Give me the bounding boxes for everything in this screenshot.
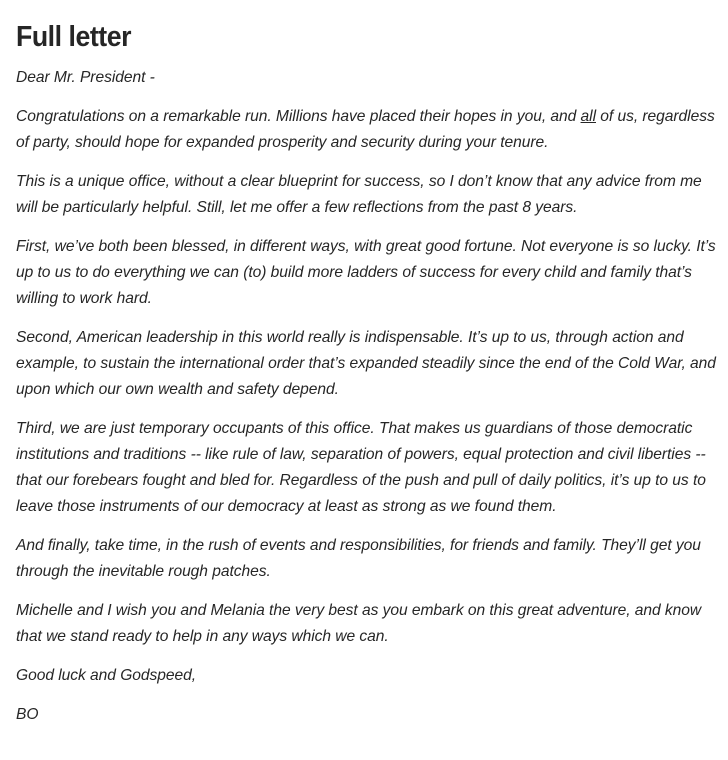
letter-paragraph-2: This is a unique office, without a clear blueprint for success, so I don’t know that any advice from me will be particularly helpful. Still, let me offer a few reflections from the past 8 years. [16, 173, 702, 216]
letter-paragraph-7: Michelle and I wish you and Melania the very best as you embark on this great adventure, and know that we stand ready to help in any ways which we can. [16, 602, 702, 645]
letter-closing: Good luck and Godspeed, [16, 667, 197, 684]
letter-signature: BO [16, 706, 39, 723]
paragraph-1-emphasis: all [580, 108, 596, 125]
letter-body [16, 65, 720, 728]
letter-paragraph-6: And finally, take time, in the rush of events and responsibilities, for friends and family. They’ll get you through the inevitable rough patches. [16, 537, 701, 580]
paragraph-1-text-start: Congratulations on a remarkable run. Millions have placed their hopes in you, and [16, 108, 581, 125]
letter-paragraph-1 [16, 104, 720, 156]
letter-paragraph-5: Third, we are just temporary occupants of this office. That makes us guardians of those democratic institutions and traditions -- like rule of law, separation of powers, equal protection and civil liberties -- that our forebears fought and bled for. Regardless of the push and pull of daily politics, it’s up to us to leave those instruments of our democracy at least as strong as we found them. [16, 420, 706, 515]
page-title: Full letter [16, 21, 132, 53]
letter-salutation: Dear Mr. President - [16, 69, 155, 86]
letter-paragraph-4: Second, American leadership in this world really is indispensable. It’s up to us, through action and example, to sustain the international order that’s expanded steadily since the end of the Cold War, and upon which our own wealth and safety depend. [16, 329, 716, 398]
paragraph-1-text-end: of us, regardless of party, should hope for expanded prosperity and security during your tenure. [16, 108, 715, 151]
letter-paragraph-3: First, we’ve both been blessed, in different ways, with great good fortune. Not everyone is so lucky. It’s up to us to do everything we can (to) build more ladders of success for every child and family that’s willing to work hard. [16, 238, 716, 307]
